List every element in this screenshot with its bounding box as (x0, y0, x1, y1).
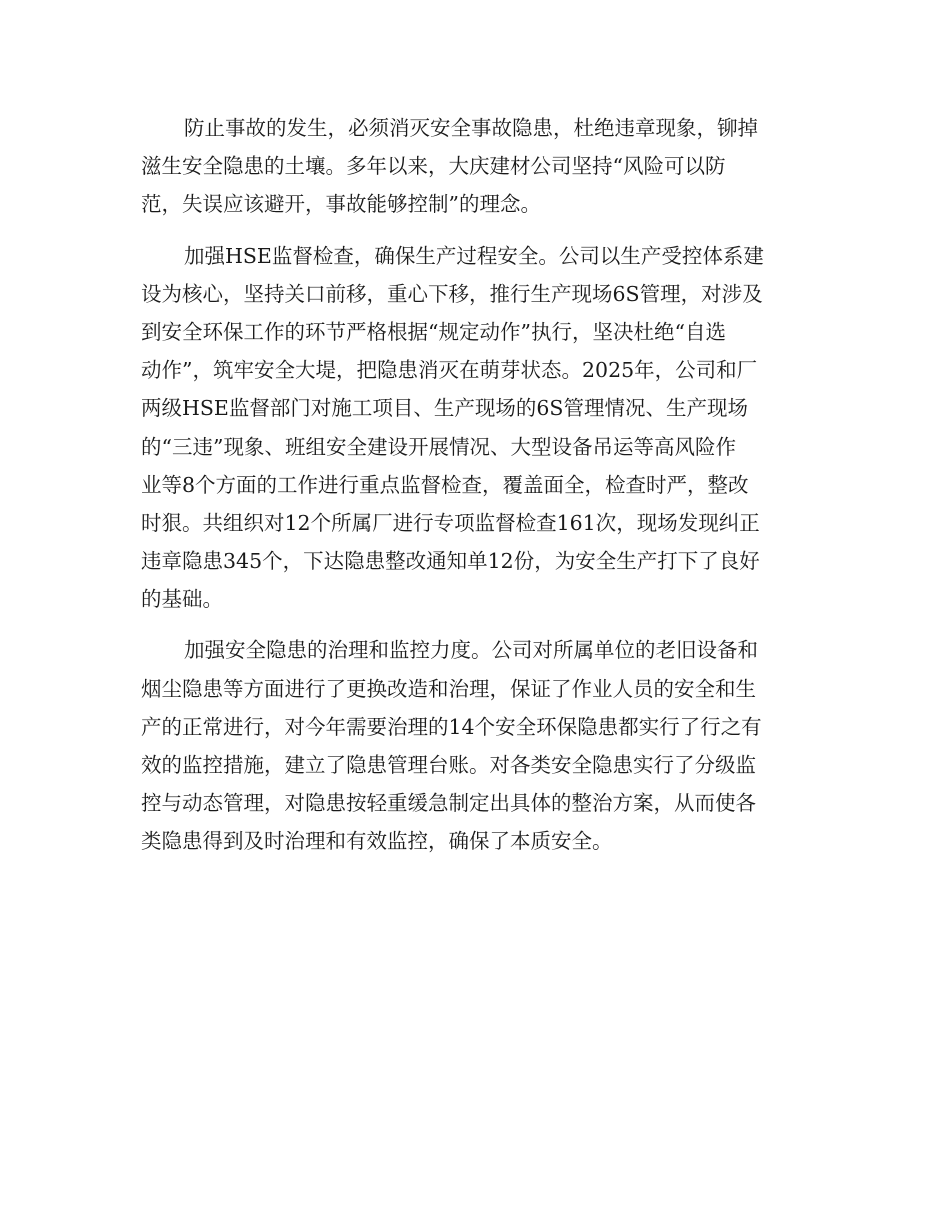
paragraph-3 (141, 631, 811, 860)
document-body (141, 109, 811, 874)
text-line: 控与动态管理，对隐患按轻重缓急制定出具体的整治方案，从而使各 (141, 791, 756, 816)
text-line: 的基础。 (141, 587, 223, 612)
text-line: 效的监控措施，建立了隐患管理台账。对各类安全隐患实行了分级监 (141, 753, 756, 777)
paragraph-2 (141, 237, 811, 619)
text-line: 防止事故的发生，必须消灭安全事故隐患，杜绝违章现象，铆掉 (184, 116, 758, 140)
text-line: 滋生安全隐患的土壤。多年以来，大庆建材公司坚持“风险可以防 (141, 154, 726, 179)
text-line: 烟尘隐患等方面进行了更换改造和治理，保证了作业人员的安全和生 (141, 676, 756, 701)
text-line: 范，失误应该避开，事故能够控制”的理念。 (141, 192, 541, 217)
text-line: 设为核心，坚持关口前移，重心下移，推行生产现场6S管理，对涉及 (141, 281, 763, 306)
text-line: 两级HSE监督部门对施工项目、生产现场的6S管理情况、生产现场 (141, 396, 748, 421)
text-line: 加强安全隐患的治理和监控力度。公司对所属单位的老旧设备和 (184, 638, 758, 663)
text-line: 时狠。共组织对12个所属厂进行专项监督检查161次，现场发现纠正 (141, 510, 760, 535)
text-line: 加强HSE监督检查，确保生产过程安全。公司以生产受控体系建 (184, 243, 764, 268)
text-line: 的“三违”现象、班组安全建设开展情况、大型设备吊运等高风险作 (141, 434, 736, 459)
text-line: 类隐患得到及时治理和有效监控，确保了本质安全。 (141, 829, 613, 854)
paragraph-1 (141, 109, 811, 224)
text-line: 违章隐患345个，下达隐患整改通知单12份，为安全生产打下了良好 (141, 549, 760, 574)
text-line: 业等8个方面的工作进行重点监督检查，覆盖面全，检查时严，整改 (141, 472, 749, 497)
text-line: 动作”，筑牢安全大堤，把隐患消灭在萌芽状态。2025年，公司和厂 (141, 358, 758, 383)
text-line: 产的正常进行，对今年需要治理的14个安全环保隐患都实行了行之有 (141, 714, 762, 739)
text-line: 到安全环保工作的环节严格根据“规定动作”执行，坚决杜绝“自选 (141, 319, 726, 344)
